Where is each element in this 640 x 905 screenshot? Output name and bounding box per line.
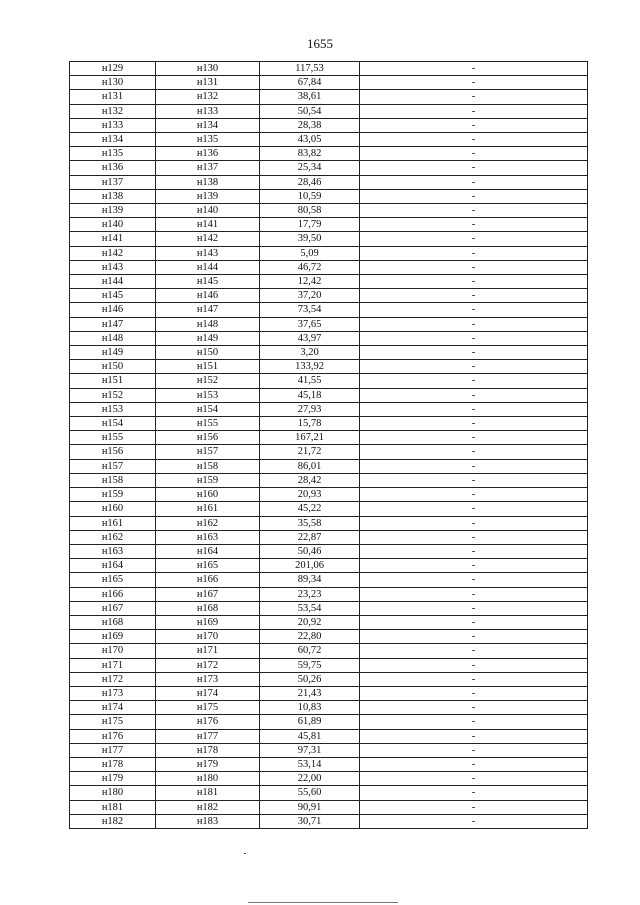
table-row (70, 147, 588, 161)
table-row (70, 204, 588, 218)
table-row (70, 502, 588, 516)
note-cell: - (360, 459, 588, 473)
point-to-cell: н139 (156, 189, 260, 203)
point-from-cell: н166 (70, 587, 156, 601)
point-from-cell: н167 (70, 601, 156, 615)
length-cell: 80,58 (260, 204, 360, 218)
point-to-cell: н143 (156, 246, 260, 260)
point-from-cell: н172 (70, 672, 156, 686)
table-row (70, 118, 588, 132)
note-cell: - (360, 218, 588, 232)
length-cell: 59,75 (260, 658, 360, 672)
note-cell: - (360, 701, 588, 715)
point-from-cell: н141 (70, 232, 156, 246)
length-cell: 28,38 (260, 118, 360, 132)
point-from-cell: н169 (70, 630, 156, 644)
point-to-cell: н133 (156, 104, 260, 118)
table-row (70, 757, 588, 771)
note-cell: - (360, 488, 588, 502)
table-row (70, 260, 588, 274)
point-from-cell: н180 (70, 786, 156, 800)
point-from-cell: н182 (70, 814, 156, 828)
table-row (70, 686, 588, 700)
length-cell: 27,93 (260, 402, 360, 416)
length-cell: 73,54 (260, 303, 360, 317)
table-row (70, 76, 588, 90)
table-row (70, 544, 588, 558)
table-row (70, 573, 588, 587)
point-to-cell: н150 (156, 346, 260, 360)
note-cell: - (360, 388, 588, 402)
length-cell: 86,01 (260, 459, 360, 473)
table-row (70, 90, 588, 104)
length-cell: 133,92 (260, 360, 360, 374)
point-from-cell: н158 (70, 473, 156, 487)
length-cell: 45,22 (260, 502, 360, 516)
point-from-cell: н162 (70, 530, 156, 544)
point-to-cell: н146 (156, 289, 260, 303)
table-row (70, 644, 588, 658)
note-cell: - (360, 630, 588, 644)
point-to-cell: н173 (156, 672, 260, 686)
point-to-cell: н136 (156, 147, 260, 161)
point-to-cell: н145 (156, 275, 260, 289)
point-to-cell: н135 (156, 133, 260, 147)
point-to-cell: н152 (156, 374, 260, 388)
point-from-cell: н136 (70, 161, 156, 175)
point-to-cell: н144 (156, 260, 260, 274)
length-cell: 38,61 (260, 90, 360, 104)
point-to-cell: н154 (156, 402, 260, 416)
table-row (70, 175, 588, 189)
note-cell: - (360, 246, 588, 260)
point-to-cell: н170 (156, 630, 260, 644)
table-row (70, 715, 588, 729)
table-row (70, 218, 588, 232)
point-from-cell: н149 (70, 346, 156, 360)
point-from-cell: н133 (70, 118, 156, 132)
length-cell: 22,00 (260, 772, 360, 786)
point-from-cell: н181 (70, 800, 156, 814)
table-row (70, 473, 588, 487)
table-row (70, 786, 588, 800)
point-from-cell: н151 (70, 374, 156, 388)
point-to-cell: н151 (156, 360, 260, 374)
length-cell: 35,58 (260, 516, 360, 530)
note-cell: - (360, 445, 588, 459)
note-cell: - (360, 204, 588, 218)
table-row (70, 289, 588, 303)
point-from-cell: н143 (70, 260, 156, 274)
point-from-cell: н147 (70, 317, 156, 331)
length-cell: 21,43 (260, 686, 360, 700)
point-from-cell: н148 (70, 331, 156, 345)
point-from-cell: н146 (70, 303, 156, 317)
table-row (70, 530, 588, 544)
table-row (70, 62, 588, 76)
table-row (70, 459, 588, 473)
point-from-cell: н142 (70, 246, 156, 260)
note-cell: - (360, 502, 588, 516)
point-to-cell: н142 (156, 232, 260, 246)
table-row (70, 246, 588, 260)
point-to-cell: н162 (156, 516, 260, 530)
note-cell: - (360, 402, 588, 416)
note-cell: - (360, 559, 588, 573)
point-to-cell: н134 (156, 118, 260, 132)
table-body (70, 62, 588, 829)
length-cell: 61,89 (260, 715, 360, 729)
point-to-cell: н153 (156, 388, 260, 402)
length-cell: 50,46 (260, 544, 360, 558)
note-cell: - (360, 62, 588, 76)
point-to-cell: н165 (156, 559, 260, 573)
length-cell: 53,54 (260, 601, 360, 615)
table-row (70, 232, 588, 246)
length-cell: 50,26 (260, 672, 360, 686)
point-to-cell: н167 (156, 587, 260, 601)
length-cell: 89,34 (260, 573, 360, 587)
table-row (70, 601, 588, 615)
point-from-cell: н138 (70, 189, 156, 203)
point-to-cell: н138 (156, 175, 260, 189)
point-to-cell: н160 (156, 488, 260, 502)
point-from-cell: н129 (70, 62, 156, 76)
note-cell: - (360, 90, 588, 104)
note-cell: - (360, 374, 588, 388)
note-cell: - (360, 147, 588, 161)
point-to-cell: н166 (156, 573, 260, 587)
point-to-cell: н176 (156, 715, 260, 729)
point-to-cell: н164 (156, 544, 260, 558)
length-cell: 25,34 (260, 161, 360, 175)
point-from-cell: н176 (70, 729, 156, 743)
length-cell: 83,82 (260, 147, 360, 161)
length-cell: 43,97 (260, 331, 360, 345)
point-to-cell: н130 (156, 62, 260, 76)
note-cell: - (360, 161, 588, 175)
length-cell: 45,81 (260, 729, 360, 743)
length-cell: 46,72 (260, 260, 360, 274)
table-row (70, 133, 588, 147)
point-to-cell: н182 (156, 800, 260, 814)
page-number: 1655 (307, 36, 333, 51)
table-row (70, 374, 588, 388)
table-row (70, 516, 588, 530)
length-cell: 60,72 (260, 644, 360, 658)
point-to-cell: н159 (156, 473, 260, 487)
point-from-cell: н145 (70, 289, 156, 303)
table-row (70, 417, 588, 431)
note-cell: - (360, 757, 588, 771)
table-row (70, 402, 588, 416)
note-cell: - (360, 800, 588, 814)
length-cell: 10,83 (260, 701, 360, 715)
note-cell: - (360, 118, 588, 132)
table-row (70, 772, 588, 786)
length-cell: 22,87 (260, 530, 360, 544)
table-row (70, 800, 588, 814)
note-cell: - (360, 786, 588, 800)
point-to-cell: н174 (156, 686, 260, 700)
note-cell: - (360, 275, 588, 289)
point-from-cell: н174 (70, 701, 156, 715)
point-from-cell: н139 (70, 204, 156, 218)
note-cell: - (360, 729, 588, 743)
point-from-cell: н161 (70, 516, 156, 530)
point-from-cell: н157 (70, 459, 156, 473)
length-cell: 55,60 (260, 786, 360, 800)
point-from-cell: н131 (70, 90, 156, 104)
point-from-cell: н159 (70, 488, 156, 502)
point-to-cell: н177 (156, 729, 260, 743)
note-cell: - (360, 331, 588, 345)
point-to-cell: н132 (156, 90, 260, 104)
point-to-cell: н168 (156, 601, 260, 615)
point-to-cell: н172 (156, 658, 260, 672)
note-cell: - (360, 544, 588, 558)
point-to-cell: н175 (156, 701, 260, 715)
point-from-cell: н160 (70, 502, 156, 516)
length-cell: 21,72 (260, 445, 360, 459)
note-cell: - (360, 587, 588, 601)
point-to-cell: н171 (156, 644, 260, 658)
note-cell: - (360, 289, 588, 303)
table-row (70, 445, 588, 459)
table-row (70, 672, 588, 686)
table-row (70, 559, 588, 573)
length-cell: 12,42 (260, 275, 360, 289)
table-row (70, 431, 588, 445)
table-row (70, 743, 588, 757)
length-cell: 10,59 (260, 189, 360, 203)
scan-artifact-dot (244, 853, 246, 854)
point-from-cell: н171 (70, 658, 156, 672)
table-row (70, 104, 588, 118)
note-cell: - (360, 615, 588, 629)
length-cell: 90,91 (260, 800, 360, 814)
point-to-cell: н148 (156, 317, 260, 331)
note-cell: - (360, 473, 588, 487)
point-to-cell: н155 (156, 417, 260, 431)
table-row (70, 360, 588, 374)
point-from-cell: н150 (70, 360, 156, 374)
note-cell: - (360, 104, 588, 118)
table-row (70, 729, 588, 743)
point-from-cell: н132 (70, 104, 156, 118)
point-to-cell: н149 (156, 331, 260, 345)
note-cell: - (360, 133, 588, 147)
point-to-cell: н169 (156, 615, 260, 629)
point-from-cell: н154 (70, 417, 156, 431)
length-cell: 37,65 (260, 317, 360, 331)
length-cell: 28,46 (260, 175, 360, 189)
table-row (70, 814, 588, 828)
point-from-cell: н178 (70, 757, 156, 771)
table-row (70, 488, 588, 502)
point-from-cell: н144 (70, 275, 156, 289)
note-cell: - (360, 346, 588, 360)
point-from-cell: н177 (70, 743, 156, 757)
point-from-cell: н175 (70, 715, 156, 729)
note-cell: - (360, 360, 588, 374)
point-from-cell: н152 (70, 388, 156, 402)
length-cell: 97,31 (260, 743, 360, 757)
length-cell: 50,54 (260, 104, 360, 118)
point-to-cell: н157 (156, 445, 260, 459)
point-to-cell: н158 (156, 459, 260, 473)
note-cell: - (360, 573, 588, 587)
point-from-cell: н163 (70, 544, 156, 558)
note-cell: - (360, 658, 588, 672)
table-row (70, 615, 588, 629)
point-from-cell: н168 (70, 615, 156, 629)
table-row (70, 161, 588, 175)
note-cell: - (360, 175, 588, 189)
note-cell: - (360, 232, 588, 246)
point-from-cell: н130 (70, 76, 156, 90)
length-cell: 28,42 (260, 473, 360, 487)
note-cell: - (360, 715, 588, 729)
note-cell: - (360, 814, 588, 828)
note-cell: - (360, 601, 588, 615)
table-row (70, 303, 588, 317)
length-cell: 167,21 (260, 431, 360, 445)
point-from-cell: н155 (70, 431, 156, 445)
point-to-cell: н183 (156, 814, 260, 828)
scan-artifact-line (248, 902, 398, 903)
point-from-cell: н165 (70, 573, 156, 587)
length-cell: 30,71 (260, 814, 360, 828)
table-row (70, 189, 588, 203)
point-to-cell: н147 (156, 303, 260, 317)
point-to-cell: н156 (156, 431, 260, 445)
note-cell: - (360, 686, 588, 700)
point-from-cell: н135 (70, 147, 156, 161)
point-from-cell: н179 (70, 772, 156, 786)
point-to-cell: н178 (156, 743, 260, 757)
point-to-cell: н181 (156, 786, 260, 800)
note-cell: - (360, 260, 588, 274)
length-cell: 53,14 (260, 757, 360, 771)
length-cell: 117,53 (260, 62, 360, 76)
point-to-cell: н161 (156, 502, 260, 516)
point-to-cell: н163 (156, 530, 260, 544)
table-row (70, 701, 588, 715)
length-cell: 67,84 (260, 76, 360, 90)
table-row (70, 388, 588, 402)
note-cell: - (360, 743, 588, 757)
table-row (70, 630, 588, 644)
point-from-cell: н134 (70, 133, 156, 147)
point-to-cell: н137 (156, 161, 260, 175)
note-cell: - (360, 530, 588, 544)
length-cell: 20,93 (260, 488, 360, 502)
length-cell: 5,09 (260, 246, 360, 260)
point-from-cell: н173 (70, 686, 156, 700)
note-cell: - (360, 76, 588, 90)
note-cell: - (360, 317, 588, 331)
note-cell: - (360, 417, 588, 431)
point-to-cell: н179 (156, 757, 260, 771)
length-cell: 45,18 (260, 388, 360, 402)
point-from-cell: н140 (70, 218, 156, 232)
point-from-cell: н170 (70, 644, 156, 658)
length-cell: 22,80 (260, 630, 360, 644)
point-to-cell: н141 (156, 218, 260, 232)
length-cell: 39,50 (260, 232, 360, 246)
coordinates-table (69, 61, 588, 829)
point-from-cell: н156 (70, 445, 156, 459)
length-cell: 15,78 (260, 417, 360, 431)
length-cell: 41,55 (260, 374, 360, 388)
point-from-cell: н164 (70, 559, 156, 573)
table-row (70, 317, 588, 331)
note-cell: - (360, 672, 588, 686)
length-cell: 37,20 (260, 289, 360, 303)
length-cell: 20,92 (260, 615, 360, 629)
length-cell: 17,79 (260, 218, 360, 232)
length-cell: 23,23 (260, 587, 360, 601)
length-cell: 201,06 (260, 559, 360, 573)
note-cell: - (360, 516, 588, 530)
note-cell: - (360, 772, 588, 786)
table-row (70, 275, 588, 289)
point-to-cell: н131 (156, 76, 260, 90)
table-row (70, 331, 588, 345)
note-cell: - (360, 644, 588, 658)
table-row (70, 587, 588, 601)
length-cell: 3,20 (260, 346, 360, 360)
note-cell: - (360, 303, 588, 317)
length-cell: 43,05 (260, 133, 360, 147)
point-to-cell: н140 (156, 204, 260, 218)
note-cell: - (360, 189, 588, 203)
table-row (70, 658, 588, 672)
point-to-cell: н180 (156, 772, 260, 786)
table-row (70, 346, 588, 360)
note-cell: - (360, 431, 588, 445)
point-from-cell: н137 (70, 175, 156, 189)
point-from-cell: н153 (70, 402, 156, 416)
